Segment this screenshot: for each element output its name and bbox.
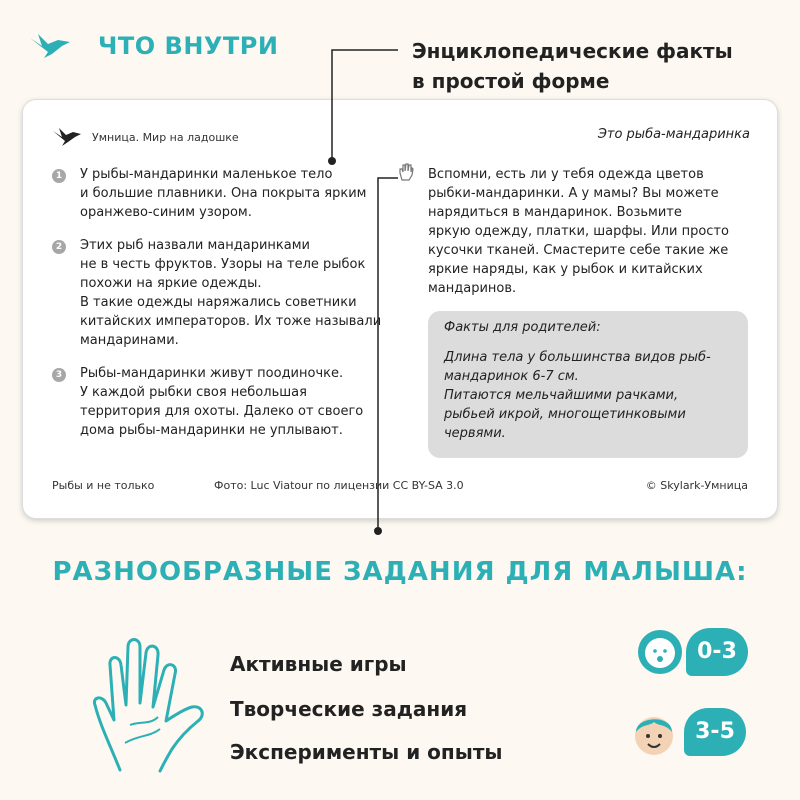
- activity-line: яркую одежду, платки, шарфы. Или просто: [428, 224, 729, 239]
- fact-line: похожи на яркие одежды.: [80, 276, 262, 291]
- parents-facts-title: Факты для родителей:: [444, 320, 601, 335]
- footer-photo-credit: Фото: Luc Viatour по лицензии CC BY-SA 3.0: [214, 479, 464, 492]
- parents-line: мандаринок 6-7 см.: [444, 369, 579, 384]
- footer-left: Рыбы и не только: [52, 479, 155, 492]
- fact-line: и большие плавники. Она покрыта ярким: [80, 186, 367, 201]
- activity-line: кусочки тканей. Смастерите себе такие же: [428, 243, 729, 258]
- activity-line: мандаринов.: [428, 281, 517, 296]
- fact-number: 1: [52, 169, 66, 183]
- card-title: Это рыба-мандаринка: [597, 127, 750, 142]
- callout-line-1: Энциклопедические факты: [412, 39, 733, 63]
- fact-line: не в честь фруктов. Узоры на теле рыбок: [80, 257, 366, 272]
- parents-line: червями.: [444, 426, 506, 441]
- hand-icon: [80, 625, 215, 775]
- parents-line: Питаются мельчайшими рачками,: [444, 388, 679, 403]
- fact-line: оранжево-синим узором.: [80, 205, 252, 220]
- age-badge: 0-3: [686, 628, 748, 676]
- small-hand-icon: [398, 163, 414, 181]
- parents-line: Длина тела у большинства видов рыб-: [444, 350, 711, 365]
- parents-facts-text: [444, 348, 734, 443]
- fact-number: 3: [52, 368, 66, 382]
- parents-line: рыбьей икрой, многощетинковыми: [444, 407, 686, 422]
- fact-line: У рыбы-мандаринки маленькое тело: [80, 167, 333, 182]
- card-brand: Умница. Мир на ладошке: [92, 131, 239, 144]
- activity-line: нарядиться в мандаринок. Возьмите: [428, 205, 682, 220]
- tasks-heading: РАЗНООБРАЗНЫЕ ЗАДАНИЯ ДЛЯ МАЛЫША:: [52, 557, 748, 587]
- fact-number: 2: [52, 240, 66, 254]
- baby-face-icon: [636, 628, 684, 676]
- activity-line: Вспомни, есть ли у тебя одежда цветов: [428, 167, 704, 182]
- activity-text: [428, 165, 748, 298]
- fact-line: мандаринами.: [80, 333, 179, 348]
- child-face-icon: [628, 708, 680, 758]
- task-item: Творческие задания: [230, 697, 468, 721]
- task-item: Активные игры: [230, 652, 407, 676]
- fact-line: У каждой рыбки своя небольшая: [80, 385, 307, 400]
- section-title: ЧТО ВНУТРИ: [98, 32, 279, 60]
- fact-line: дома рыбы-мандаринки не уплывают.: [80, 423, 343, 438]
- activity-line: яркие наряды, как у рыбок и китайских: [428, 262, 703, 277]
- fact-line: В такие одежды наряжались советники: [80, 295, 357, 310]
- fact-line: территория для охоты. Далеко от своего: [80, 404, 364, 419]
- fact-line: Рыбы-мандаринки живут поодиночке.: [80, 366, 344, 381]
- age-badge: 3-5: [684, 708, 746, 756]
- activity-line: рыбки-мандаринки. А у мамы? Вы можете: [428, 186, 719, 201]
- fact-line: Этих рыб назвали мандаринками: [80, 238, 310, 253]
- task-item: Эксперименты и опыты: [230, 740, 503, 764]
- fact-line: китайских императоров. Их тоже называли: [80, 314, 382, 329]
- callout-line-2: в простой форме: [412, 69, 610, 93]
- footer-copyright: © Skylark-Умница: [645, 479, 748, 492]
